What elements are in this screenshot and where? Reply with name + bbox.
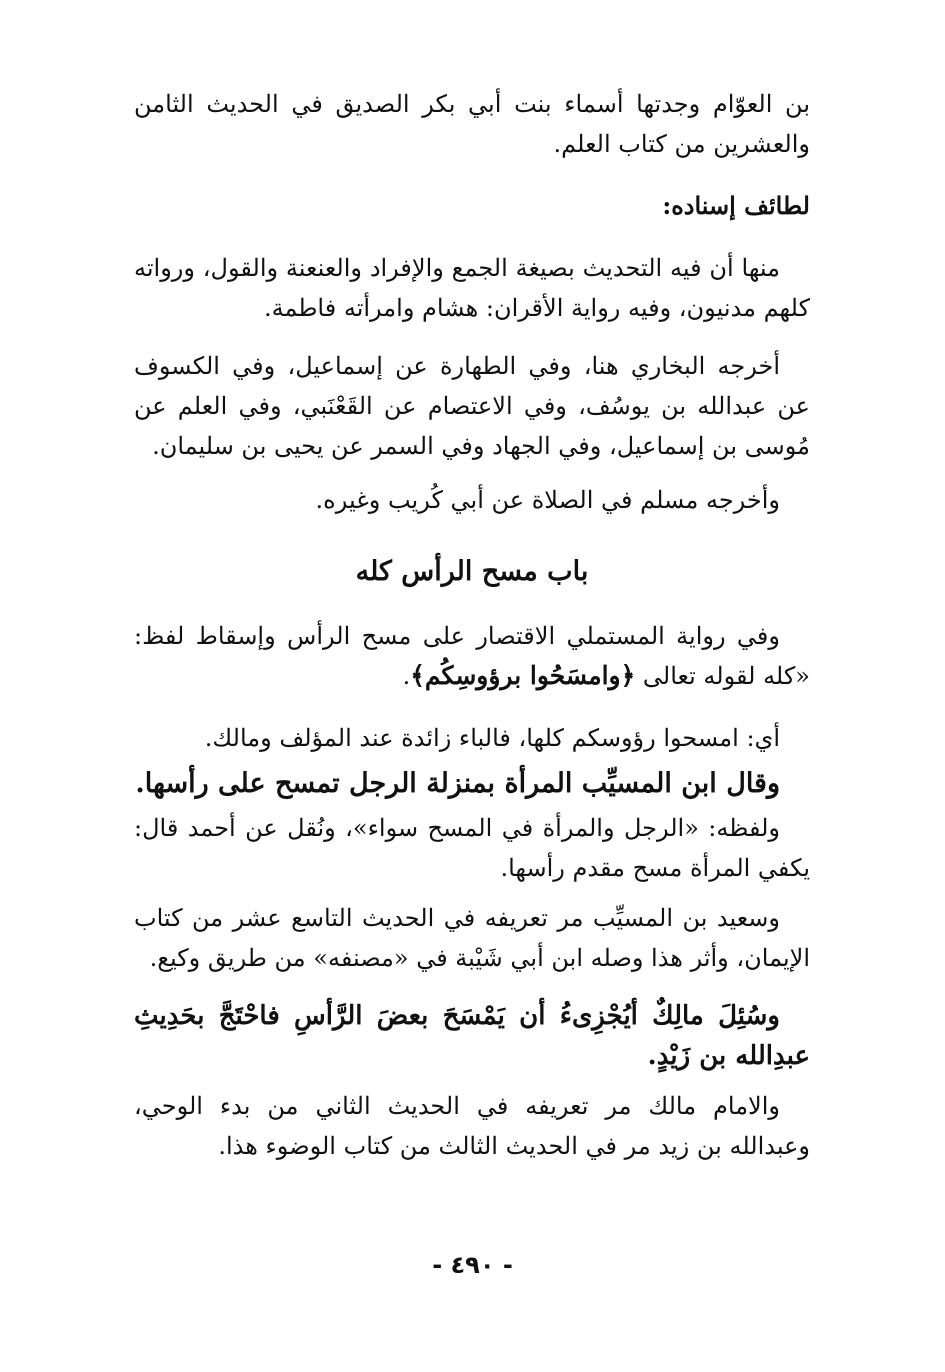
page-body: [134, 84, 810, 1166]
paragraph-1: بن العوّام وجدتها أسماء بنت أبي بكر الصديق في الحديث الثامن والعشرين من كتاب العلم.: [134, 90, 810, 158]
paragraph-4: وأخرجه مسلم في الصلاة عن أبي كُريب وغيره.: [315, 486, 780, 514]
paragraph-11: والامام مالك مر تعريفه في الحديث الثاني من بدء الوحي، وعبدالله بن زيد مر في الحديث الثالث من كتاب الوضوء هذا.: [134, 1092, 810, 1160]
paragraph-2: منها أن فيه التحديث بصيغة الجمع والإفراد والعنعنة والقول، ورواته كلهم مدنيون، وفيه رواية الأقران: هشام وامرأته فاطمة.: [134, 254, 810, 322]
quran-verse: ﴿وامسَحُوا برؤوسِكُم﴾: [410, 661, 636, 690]
paragraph-6: أي: امسحوا رؤوسكم كلها، فالباء زائدة عند المؤلف ومالك.: [204, 724, 780, 752]
paragraph-5-end: .: [402, 662, 411, 690]
paragraph-5-text: وفي رواية المستملي الاقتصار على مسح الرأس وإسقاط لفظ: «كله لقوله تعالى: [134, 622, 810, 690]
paragraph-9: وسعيد بن المسيِّب مر تعريفه في الحديث التاسع عشر من كتاب الإيمان، وأثر هذا وصله ابن أبي شَيْبة في «مصنفه» من طريق وكيع.: [134, 904, 810, 972]
chapter-title: باب مسح الرأس كله: [355, 556, 589, 587]
bukhari-text-1: وقال ابن المسيِّب المرأة بمنزلة الرجل تمسح على رأسها.: [135, 768, 780, 799]
isnad-heading: لطائف إسناده:: [662, 191, 810, 220]
bukhari-text-2: وسُئِلَ مالِكٌ أيُجْزِىءُ أن يَمْسَحَ بعضَ الرَّأسِ فاحْتَجَّ بحَدِيثِ عبدِالله بن زَيْدٍ.: [134, 1001, 810, 1071]
paragraph-5: [134, 616, 810, 696]
paragraph-8: ولفظه: «الرجل والمرأة في المسح سواء»، ونُقل عن أحمد قال: يكفي المرأة مسح مقدم رأسها.: [134, 814, 810, 882]
paragraph-3: أخرجه البخاري هنا، وفي الطهارة عن إسماعيل، وفي الكسوف عن عبدالله بن يوسُف، وفي الاعتصام عن القَعْنَبي، وفي العلم عن مُوسى بن إسماعيل، وفي الجهاد وفي السمر عن يحيى بن سليمان.: [134, 352, 810, 460]
page-number: - ٤٩٠ -: [432, 1251, 513, 1279]
